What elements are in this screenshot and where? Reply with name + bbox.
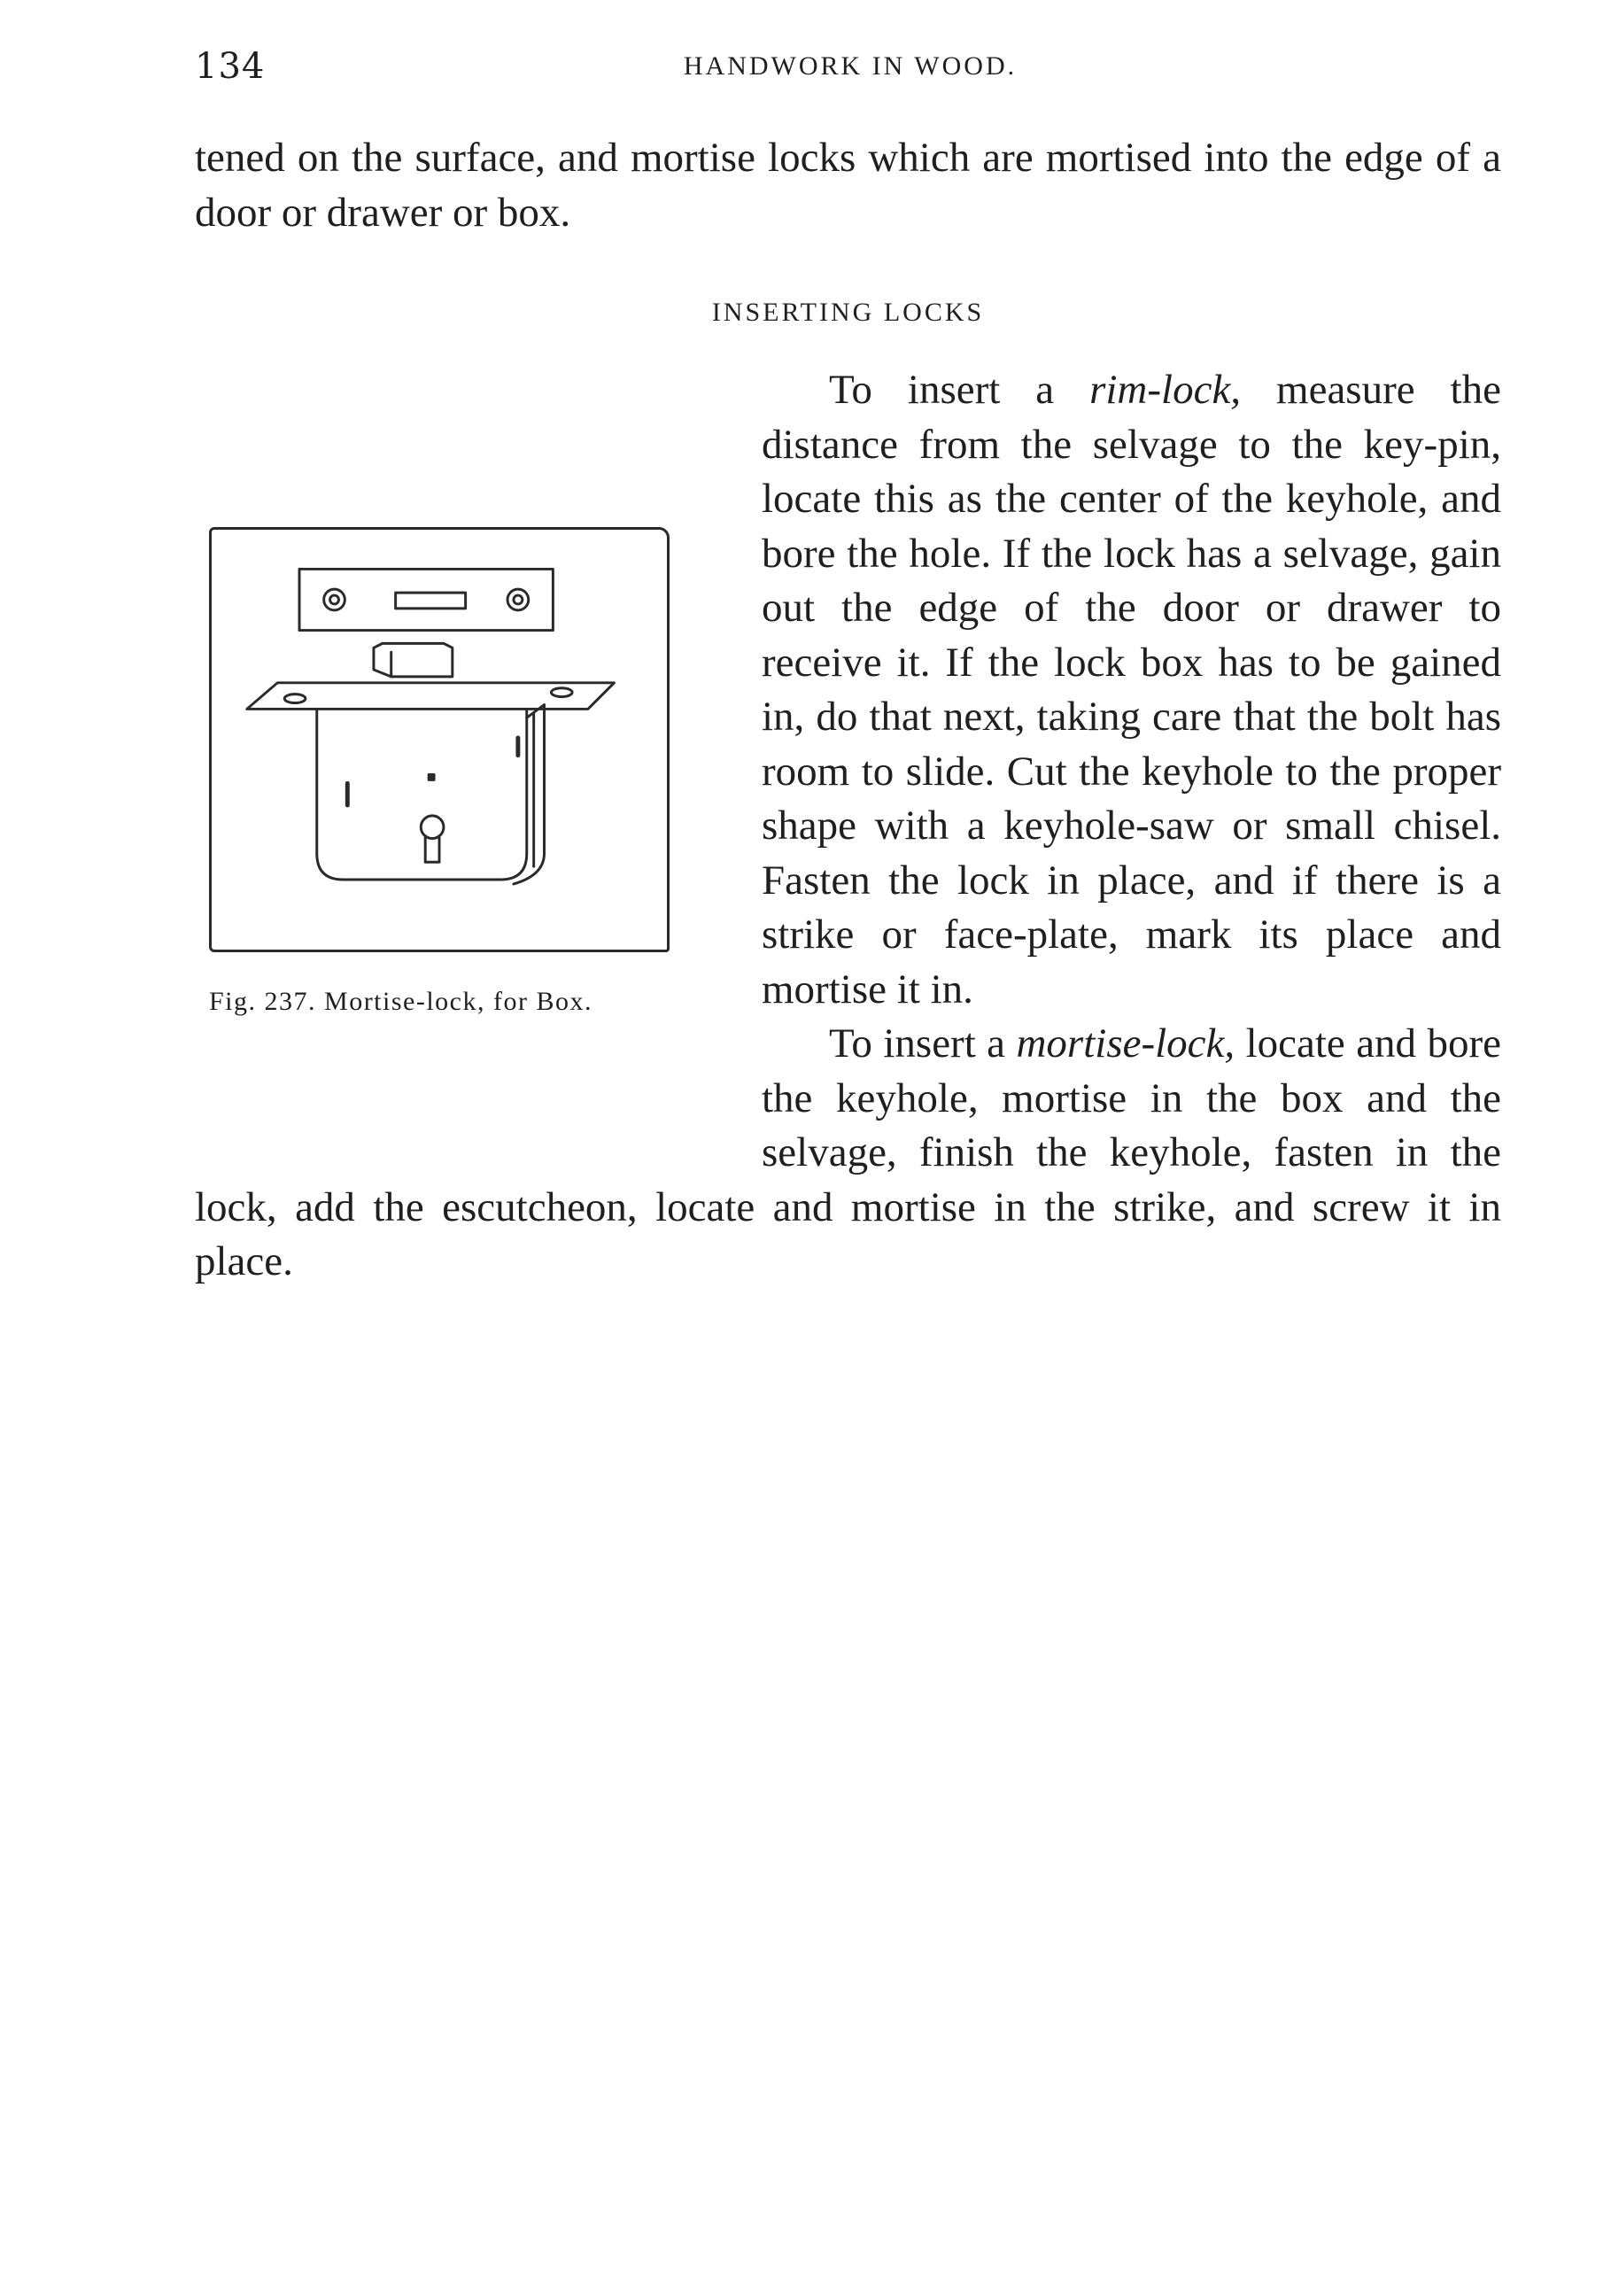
section-body	[195, 363, 1501, 1290]
figure-frame	[209, 527, 670, 952]
strike-screw-left	[324, 589, 345, 610]
mortise-lock-illustration	[212, 530, 667, 950]
rim-lock-term: rim-lock,	[1089, 367, 1242, 413]
lock-bolt	[374, 643, 453, 677]
section-heading: INSERTING LOCKS	[711, 298, 985, 327]
selvage-screw-right	[551, 688, 572, 697]
opening-paragraph: tened on the surface, and mortise locks which are mortised into the edge of a door or drawer or box.	[195, 135, 1501, 236]
selvage-screw-left	[284, 694, 306, 703]
mortise-lock-term: mortise-lock,	[1016, 1020, 1235, 1067]
strike-opening	[396, 593, 466, 609]
figure	[195, 527, 717, 1178]
figure-caption: Fig. 237. Mortise-lock, for Box.	[209, 987, 593, 1016]
strike-screw-right	[507, 589, 529, 610]
para2-rest: locate and bore the keyhole, mortise in the box and the selvage, finish the keyhole, fasten in the lock, add the escutcheon, locate and mortise in the strike, and screw it in place.	[195, 1020, 1501, 1284]
page-number: 134	[195, 46, 266, 87]
running-title: HANDWORK IN WOOD.	[683, 51, 1018, 81]
running-head	[195, 46, 1506, 99]
para2-lead: To insert a	[829, 1020, 1017, 1067]
para1-lead: To insert a	[829, 367, 1090, 413]
para1-rest: measure the distance from the selvage to the key-pin, locate this as the center of the keyhole, and bore the hole. If the lock has a selvage, gain out the edge of the door or drawer to receive it. If the lock box has to be gained in, do that next, taking care that the bolt has room to slide. Cut the keyhole to the proper shape with a keyhole-saw or small chisel. Fasten the lock in place, and if there is a strike or face-plate, mark its place and mortise it in.	[762, 367, 1501, 1012]
